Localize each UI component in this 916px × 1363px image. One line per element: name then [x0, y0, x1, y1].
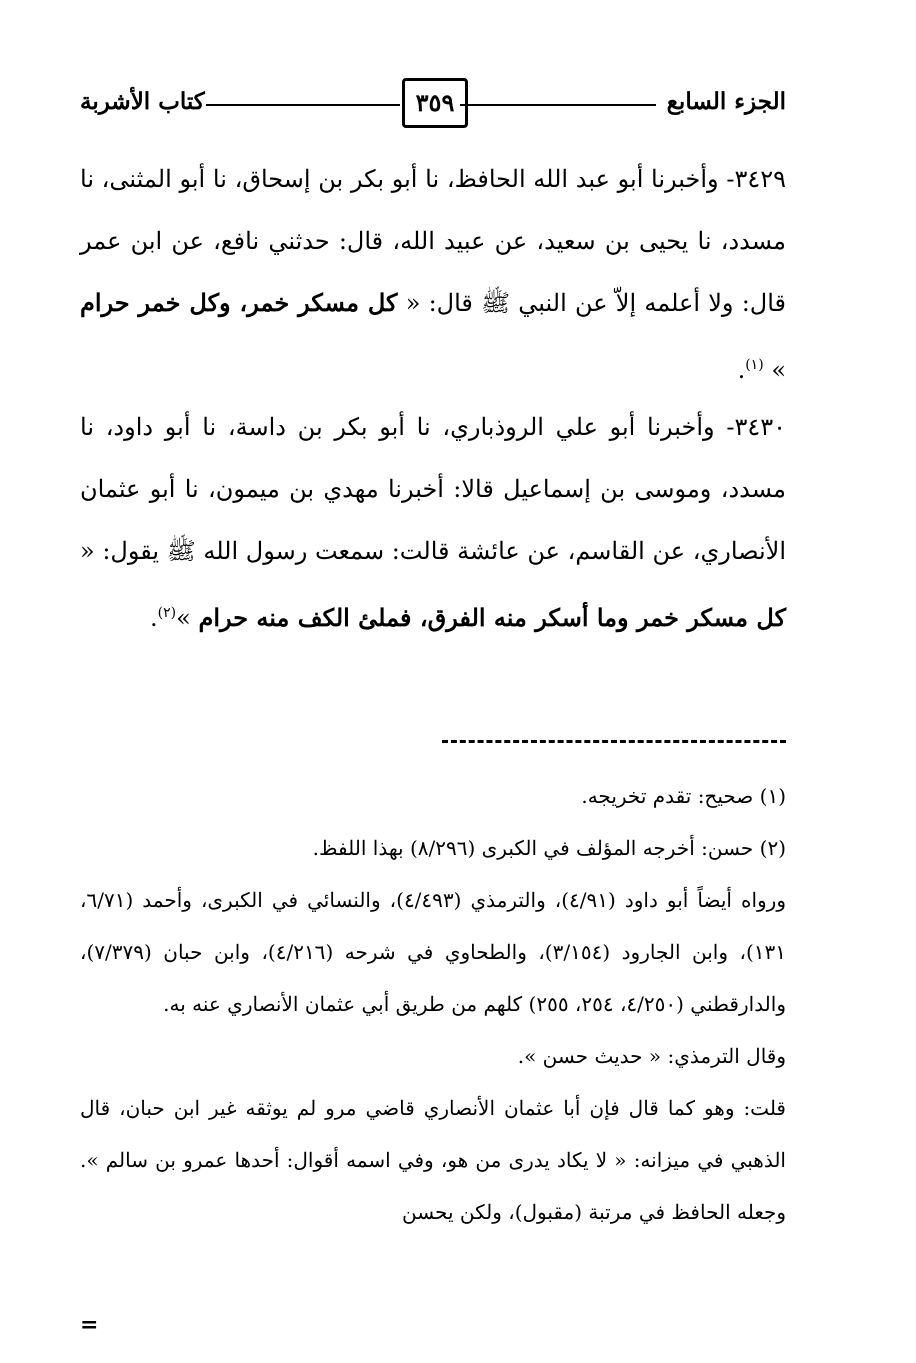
hadith-3430: ٣٤٣٠- وأخبرنا أبو علي الروذباري، نا أبو بكر بن داسة، نا أبو داود، نا مسدد، وموسى بن إسماعيل قالا: أخبرنا مهدي بن ميمون، نا أبو عثمان الأنصاري، عن القاسم، عن عائشة قالت: سمعت رسول الله ﷺ يقول: « كل مسكر خمر وما أسكر منه الفرق، فملئ الكف منه حرام »$^{(٢)}$. — [80, 413, 786, 632]
footnote-2-tirmidhi: وقال الترمذي: « حديث حسن ». — [517, 1044, 786, 1068]
header-rule-left — [206, 104, 400, 106]
footnote-ref-2: (٢) — [157, 605, 177, 621]
footnotes — [80, 770, 786, 1238]
page-number: ٣٥٩ — [402, 78, 468, 128]
continuation-marker: = — [80, 1312, 99, 1338]
chapter-title: كتاب الأشربة — [80, 88, 205, 115]
footnote-ref-1: (١) — [745, 357, 764, 373]
page-header — [80, 78, 786, 134]
volume-title: الجزء السابع — [666, 88, 786, 115]
hadith-3430-quote: كل مسكر خمر وما أسكر منه الفرق، فملئ الكف منه حرام — [198, 603, 786, 632]
footnote-2: (٢) حسن: أخرجه المؤلف في الكبرى (٨/٢٩٦) بهذا اللفظ. — [312, 836, 786, 860]
hadith-3429-quote: كل مسكر خمر، وكل خمر حرام — [80, 288, 398, 317]
footnote-1: (١) صحيح: تقدم تخريجه. — [581, 784, 786, 808]
footnote-2-sources: ورواه أيضاً أبو داود (٤/٩١)، والترمذي (٤/٤٩٣)، والنسائي في الكبرى، وأحمد (٦/٧١، ١٣١)، وابن الجارود (٣/١٥٤)، والطحاوي في شرحه (٤/٢١٦)، وابن حبان (٧/٣٧٩)، والدارقطني (٤/٢٥٠، ٢٥٤، ٢٥٥) كلهم من طريق أبي عثمان الأنصاري عنه به. — [80, 888, 787, 1016]
hadith-3429: ٣٤٢٩- وأخبرنا أبو عبد الله الحافظ، نا أبو بكر بن إسحاق، نا أبو المثنى، نا مسدد، نا يحيى بن سعيد، عن عبيد الله، قال: حدثني نافع، عن ابن عمر قال: ولا أعلمه إلاّ عن النبي ﷺ قال: « كل مسكر خمر، وكل خمر حرام » $^{(١)}$. — [80, 165, 786, 384]
hadith-3430-close: » — [176, 604, 199, 632]
header-rule-right — [460, 104, 656, 106]
hadith-3429-close: » — [771, 356, 786, 384]
hadith-3430-text: ٣٤٣٠- وأخبرنا أبو علي الروذباري، نا أبو بكر بن داسة، نا أبو داود، نا مسدد، وموسى بن إسماعيل قالا: أخبرنا مهدي بن ميمون، نا أبو عثمان الأنصاري، عن القاسم، عن عائشة قالت: سمعت رسول الله ﷺ يقول: « — [80, 413, 786, 565]
hadith-3429-text: ٣٤٢٩- وأخبرنا أبو عبد الله الحافظ، نا أبو بكر بن إسحاق، نا أبو المثنى، نا مسدد، نا يحيى بن سعيد، عن عبيد الله، قال: حدثني نافع، عن ابن عمر قال: ولا أعلمه إلاّ عن النبي ﷺ قال: « — [80, 165, 786, 317]
footnote-2-note: قلت: وهو كما قال فإن أبا عثمان الأنصاري قاضي مرو لم يوثقه غير ابن حبان، قال الذهبي في ميزانه: « لا يكاد يدرى من هو، وفي اسمه أقوال: أحدها عمرو بن سالم ». وجعله الحافظ في مرتبة (مقبول)، ولكن يحسن — [80, 1096, 786, 1224]
footnote-separator — [442, 740, 786, 743]
